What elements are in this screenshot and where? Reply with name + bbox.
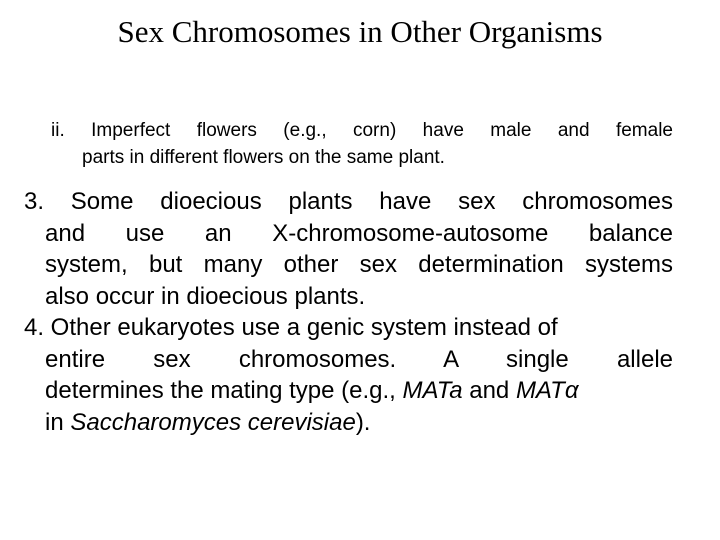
item4-and: and <box>462 377 516 404</box>
item3-line-3: system, but many other sex determination systems <box>45 251 673 278</box>
list-item-4 <box>24 312 673 438</box>
item4-line-1: 4. Other eukaryotes use a genic system instead of <box>24 314 558 341</box>
species-name: Saccharomyces cerevisiae <box>70 408 356 436</box>
item3-line-4: also occur in dioecious plants. <box>45 282 366 310</box>
gene-mata: MATa <box>402 377 463 404</box>
item4-line-3 <box>24 375 673 407</box>
item4-end: ). <box>355 408 371 436</box>
item4-line-4 <box>24 407 673 439</box>
item4-in: in <box>45 408 71 436</box>
main-list <box>24 186 673 438</box>
sub-item-ii <box>51 117 673 171</box>
slide-title: Sex Chromosomes in Other Organisms <box>117 14 603 49</box>
item4-line-3-text: determines the mating type (e.g., <box>45 377 403 404</box>
item4-line-2: entire sex chromosomes. A single allele <box>45 345 673 373</box>
item3-line-2: and use an X-chromosome-autosome balance <box>45 219 673 247</box>
list-item-3 <box>24 186 673 312</box>
item3-line-1: 3. Some dioecious plants have sex chromosomes <box>24 188 673 215</box>
sub-item-line-1: ii. Imperfect flowers (e.g., corn) have male and female <box>51 120 673 141</box>
sub-item-line-2: parts in different flowers on the same plant. <box>82 147 445 168</box>
gene-matalpha: MATα <box>515 377 579 404</box>
